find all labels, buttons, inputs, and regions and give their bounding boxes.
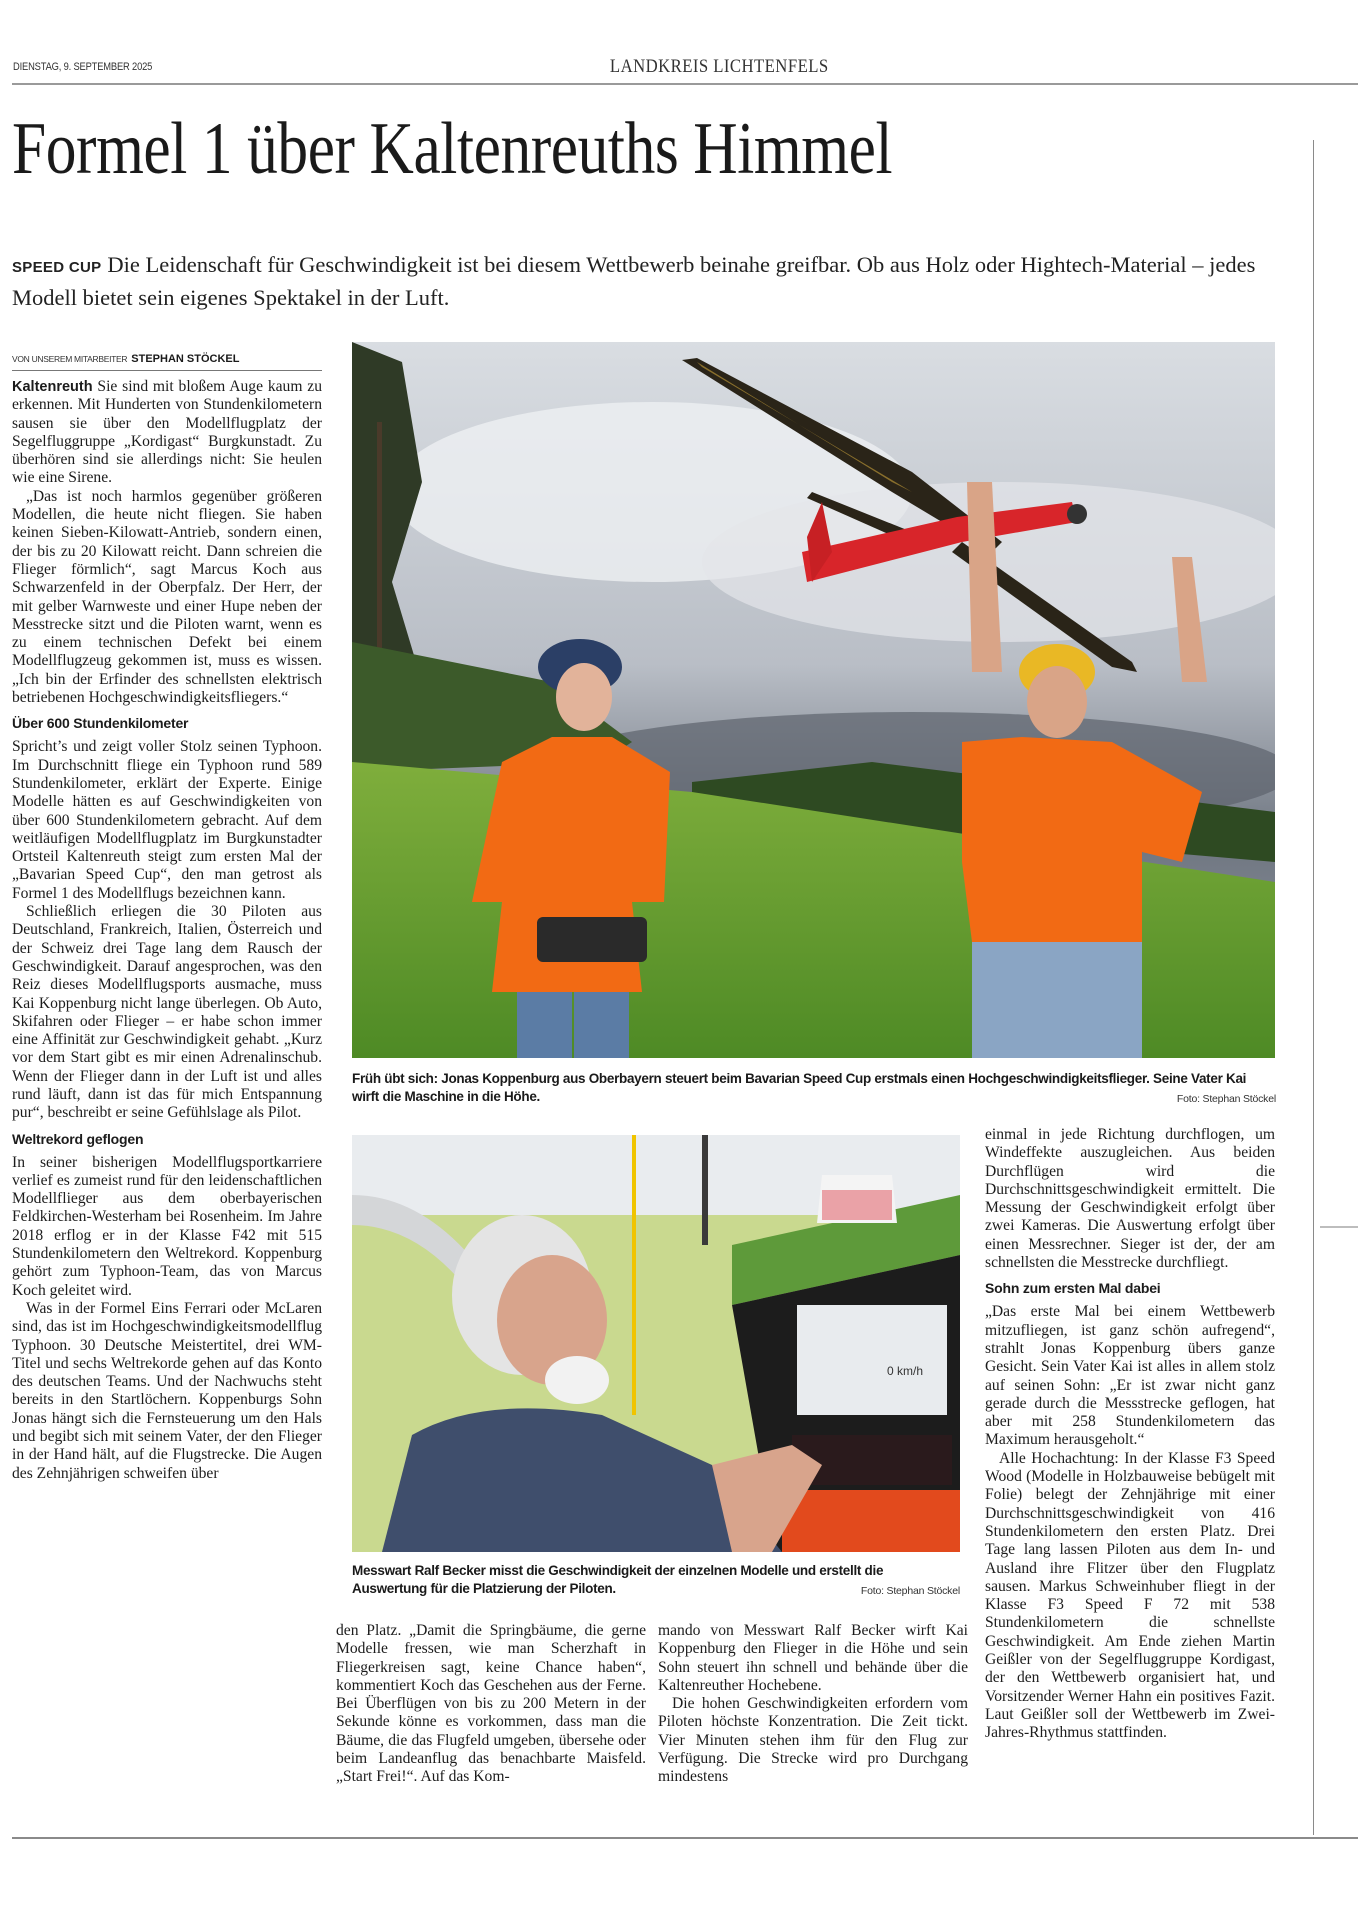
paragraph: einmal in jede Richtung durchflogen, um Windeffekte auszugleichen. Aus beiden Durchflügen wird die Durchschnittsgeschwindigkeit ermittelt. Die Messung der Geschwindigkeit erfolgt über zwei Kameras. Die Auswertung erfolgt über einen Messrechner. Sieger ist der, der am schnellsten die Messtrecke durchfliegt.: [985, 1126, 1275, 1272]
photo-timekeeper-image: [352, 1135, 960, 1552]
column-divider: [1313, 140, 1314, 1835]
section-title-text: LANDKREIS LICHTENFELS: [609, 56, 829, 77]
photo-pilots: [352, 342, 1275, 1058]
article-column-2: [336, 1622, 646, 1787]
place-dateline: Kaltenreuth: [12, 379, 93, 395]
article-column-4: [985, 1126, 1275, 1743]
paragraph: mando von Messwart Ralf Becker wirft Kai Koppenburg den Flieger in die Höhe und sein Sohn steuert ihn schnell und behände über die Kaltenreuther Hochebene.: [658, 1622, 968, 1694]
byline: [12, 349, 322, 371]
paragraph: Alle Hochachtung: In der Klasse F3 Speed Wood (Modelle in Holzbauweise bebügelt mit Folie) belegt der Zehnjährige mit einer Durchschnittsgeschwindigkeit von 416 Stundenkilometern den ersten Platz. Drei Tage lang lassen Piloten aus dem In- und Ausland ihre Flitzer über den Flugplatz sausen. Markus Schweinhuber fliegt in der Klasse F3 Speed F 72 mit 538 Stundenkilometern die schnellste Geschwindigkeit. Am Ende ziehen Martin Geißler von der Segelfluggruppe Kordigast, der den Wettbewerb organisiert hat, und Vorsitzender Werner Hahn ein positives Fazit. Laut Geißler soll der Wettbewerb im Zwei-Jahres-Rhythmus stattfinden.: [985, 1449, 1275, 1742]
caption-text: Früh übt sich: Jonas Koppenburg aus Oberbayern steuert beim Bavarian Speed Cup erstmals einen Hochgeschwindigkeitsflieger. Seine Vater Kai wirft die Maschine in die Höhe.: [352, 1071, 1247, 1104]
photo-timekeeper-caption: [352, 1562, 960, 1600]
paragraph: den Platz. „Damit die Springbäume, die gerne Modelle fressen, wie man Scherzhaft in Fliegerkreisen sagt, keine Chance haben“, kommentiert Koch das Geschehen aus der Ferne. Bei Überflügen von bis zu 200 Metern in der Sekunde könne es vorkommen, dass man die Bäume, die das Flugfeld umgeben, übersehe oder beim Landeanflug das benachbarte Maisfeld. „Start Frei!“. Auf das Kom-: [336, 1622, 646, 1786]
kicker: SPEED CUP: [12, 259, 102, 276]
subheading: Weltrekord geflogen: [12, 1130, 144, 1147]
paragraph: Spricht’s und zeigt voller Stolz seinen Typhoon. Im Durchschnitt fliege ein Typhoon rund 589 Stundenkilometer, erklärt der Experte. Einige Modelle hätten es auf Geschwindigkeiten von über 600 Stundenkilometern gebracht. Auf dem weitläufigen Modellflugplatz im Burgkunstadter Ortsteil Kaltenreuth steigt zum ersten Mal der „Bavarian Speed Cup“, den man getrost als Formel 1 des Modellflugs bezeichnen kann.: [12, 738, 322, 902]
headline: Formel 1 über Kaltenreuths Himmel: [12, 108, 893, 190]
teaser-text: Die Leidenschaft für Geschwindigkeit ist bei diesem Wettbewerb beinahe greifbar. Ob aus Holz oder Hightech-Material – jedes Modell bietet sein eigenes Spektakel in der Luft.: [12, 252, 1256, 310]
paragraph: „Das ist noch harmlos gegenüber größeren Modellen, die heute nicht fliegen. Sie haben keinen Sieben-Kilowatt-Antrieb, sondern einen, der bis zu 20 Kilowatt reicht. Dann schreien die Flieger förmlich“, sagt Marcus Koch aus Schwarzenfeld in der Oberpfalz. Der Herr, der mit gelber Warnweste und einer Hupe neben der Messtrecke sitzt und die Piloten warnt, wenn es zu einem technischen Defekt bei einem Modellflugzeug gekommen ist, muss es wissen. „Ich bin der Erfinder des schnellsten elektrisch betriebenen Hochgeschwindigkeitsfliegers.“: [12, 487, 322, 707]
footer-rule: [12, 1837, 1358, 1839]
photo-timekeeper: [352, 1135, 960, 1552]
byline-prefix: VON UNSEREM MITARBEITER: [12, 354, 128, 364]
margin-mark: [1320, 1226, 1358, 1228]
subheading: Über 600 Stundenkilometer: [12, 715, 189, 732]
photo-credit: Foto: Stephan Stöckel: [1176, 1093, 1276, 1105]
article-column-3: [658, 1622, 968, 1787]
caption-text: Messwart Ralf Becker misst die Geschwindigkeit der einzelnen Modelle und erstellt die Auswertung für die Platzierung der Piloten.: [352, 1563, 884, 1596]
paragraph: Schließlich erliegen die 30 Piloten aus Deutschland, Frankreich, Italien, Österreich und der Schweiz drei Tage lang dem Rausch der Geschwindigkeit. Darauf angesprochen, was den Reiz dieses Modellflugsports ausmache, muss Kai Koppenburg nicht lange überlegen. Ob Auto, Skifahren oder Flieger – er habe schon immer eine Affinität zur Geschwindigkeit gehabt. „Kurz vor dem Start gibt es mir einen Adrenalinschub. Wenn der Flieger dann in der Luft ist und alles rund läuft, dann ist das für mich Entspannung pur“, beschreibt er seine Gefühlslage als Pilot.: [12, 903, 322, 1122]
header-rule: [12, 83, 1358, 85]
photo-pilots-caption: [352, 1070, 1276, 1108]
issue-date: DIENSTAG, 9. SEPTEMBER 2025: [13, 61, 153, 73]
byline-author: STEPHAN STÖCKEL: [131, 353, 240, 365]
paragraph: [12, 378, 322, 488]
paragraph-text: Sie sind mit bloßem Auge kaum zu erkennen. Mit Hunderten von Stundenkilometern sausen sie über den Modellflugplatz der Segelfluggruppe „Kordigast“ Burgkunstadt. Zu überhören sind sie allerdings nicht: Sie heulen wie eine Sirene.: [12, 378, 322, 487]
paragraph: Die hohen Geschwindigkeiten erfordern vom Piloten höchste Konzentration. Die Zeit tickt. Vier Minuten stehen ihm für den Flug zur Verfügung. Die Strecke wird pro Durchgang mindestens: [658, 1695, 968, 1786]
paragraph: Was in der Formel Eins Ferrari oder McLaren sind, das ist im Hochgeschwindigkeitsmodellflug Typhoon. 30 Deutsche Meistertitel, drei WM-Titel und sechs Weltrekorde gehen auf das Konto des deutschen Teams. Und der Nachwuchs steht bereits in den Startlöchern. Koppenburgs Sohn Jonas hängt sich die Fernsteuerung um den Hals und begibt sich mit seinem Vater, der den Flieger in der Hand hält, auf die Flugstrecke. Die Augen des Zehnjährigen schweifen über: [12, 1299, 322, 1482]
section-title: [0, 56, 1358, 78]
photo-credit: Foto: Stephan Stöckel: [860, 1585, 960, 1597]
paragraph: „Das erste Mal bei einem Wettbewerb mitzufliegen, ist ganz schön aufregend“, strahlt Jonas Koppenburg übers ganze Gesicht. Sein Vater Kai ist alles in allem stolz auf seinen Sohn: „Er ist zwar nicht ganz gerade durch die Messstrecke geflogen, hat aber mit 258 Stundenkilometern das Maximum herausgeholt.“: [985, 1303, 1275, 1449]
article-column-1: [12, 378, 322, 1483]
photo-pilots-image: [352, 342, 1275, 1058]
teaser: [12, 250, 1272, 313]
subheading: Sohn zum ersten Mal dabei: [985, 1280, 1161, 1297]
laptop-screen: [797, 1305, 947, 1415]
paragraph: In seiner bisherigen Modellflugsportkarriere verlief es zumeist rund für den leidenschaftlichen Modellflieger aus dem oberbayerischen Feldkirchen-Westerham bei Rosenheim. Im Jahre 2018 erflog er in der Klasse F42 mit 515 Stundenkilometern den Weltrekord. Koppenburg gehört zum Typhoon-Team, das von Marcus Koch geleitet wird.: [12, 1153, 322, 1299]
speed-readout: 0 km/h: [887, 1364, 924, 1378]
